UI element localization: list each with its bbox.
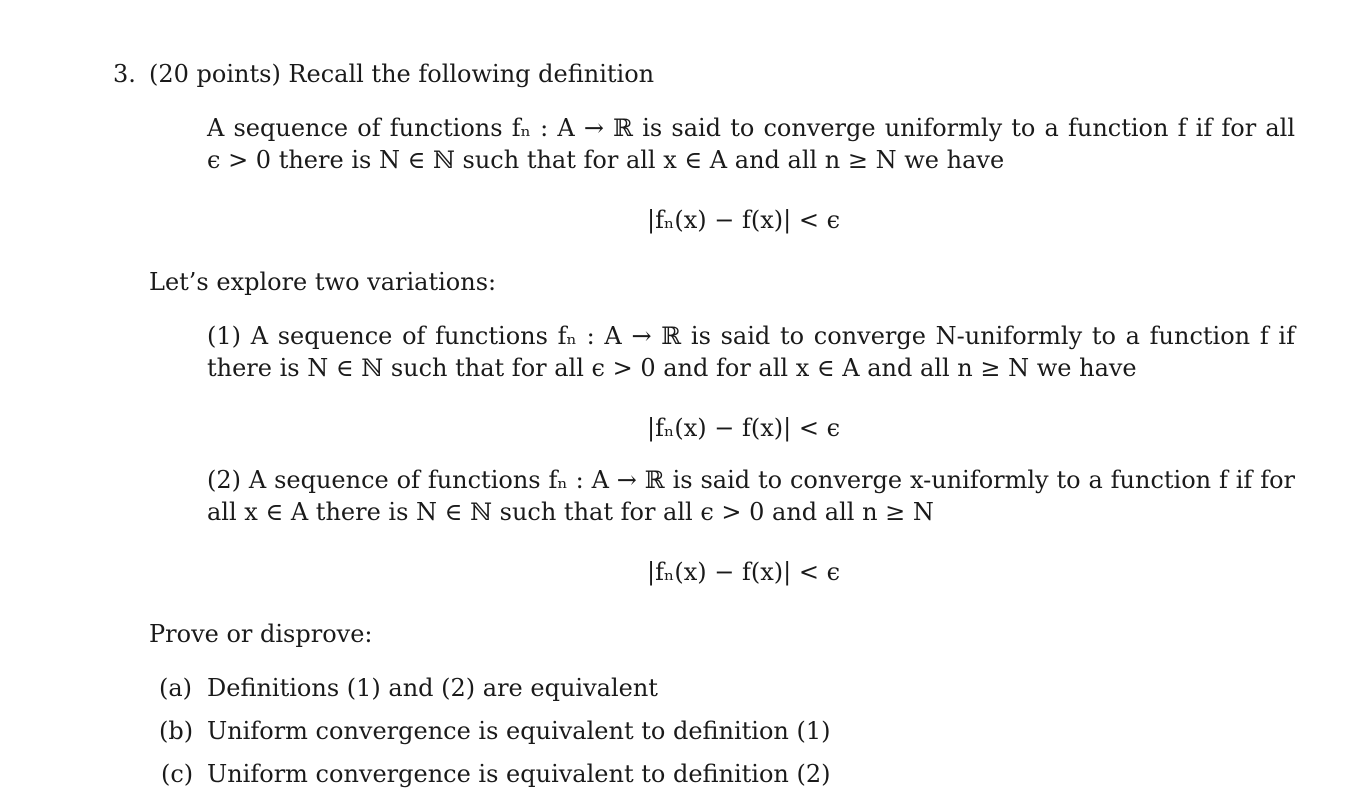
definition-formula: |fₙ(x) − f(x)| < ϵ <box>647 206 841 234</box>
variations-intro: Let’s explore two variations: <box>149 268 497 296</box>
task-item-a-text: Definitions (1) and (2) are equivalent <box>207 674 658 702</box>
task-item-b-label: (b) <box>159 717 194 745</box>
definition-line-2: ϵ > 0 there is N ∈ ℕ such that for all x ∈ A and all n ≥ N we have <box>207 146 1005 174</box>
variation-1-formula: |fₙ(x) − f(x)| < ϵ <box>647 414 841 442</box>
task-item-b-text: Uniform convergence is equivalent to definition (1) <box>207 717 831 745</box>
variation-1-line-2: there is N ∈ ℕ such that for all ϵ > 0 and for all x ∈ A and all n ≥ N we have <box>207 354 1137 382</box>
task-item-c-label: (c) <box>161 760 194 788</box>
variation-2-formula: |fₙ(x) − f(x)| < ϵ <box>647 558 841 586</box>
task-item-c-text: Uniform convergence is equivalent to definition (2) <box>207 760 831 788</box>
definition-line-1: A sequence of functions fₙ : A → ℝ is said to converge uniformly to a function f if for all <box>207 114 1295 142</box>
variation-2-line-1: (2) A sequence of functions fₙ : A → ℝ is said to converge x-uniformly to a function f if for <box>207 466 1295 494</box>
problem-number: 3. <box>113 60 136 88</box>
variation-1-line-1: (1) A sequence of functions fₙ : A → ℝ is said to converge N-uniformly to a function f if <box>207 322 1295 350</box>
problem-heading: (20 points) Recall the following definition <box>149 60 655 88</box>
task-item-a-label: (a) <box>159 674 193 702</box>
task-intro: Prove or disprove: <box>149 620 373 648</box>
variation-2-line-2: all x ∈ A there is N ∈ ℕ such that for all ϵ > 0 and all n ≥ N <box>207 498 934 526</box>
